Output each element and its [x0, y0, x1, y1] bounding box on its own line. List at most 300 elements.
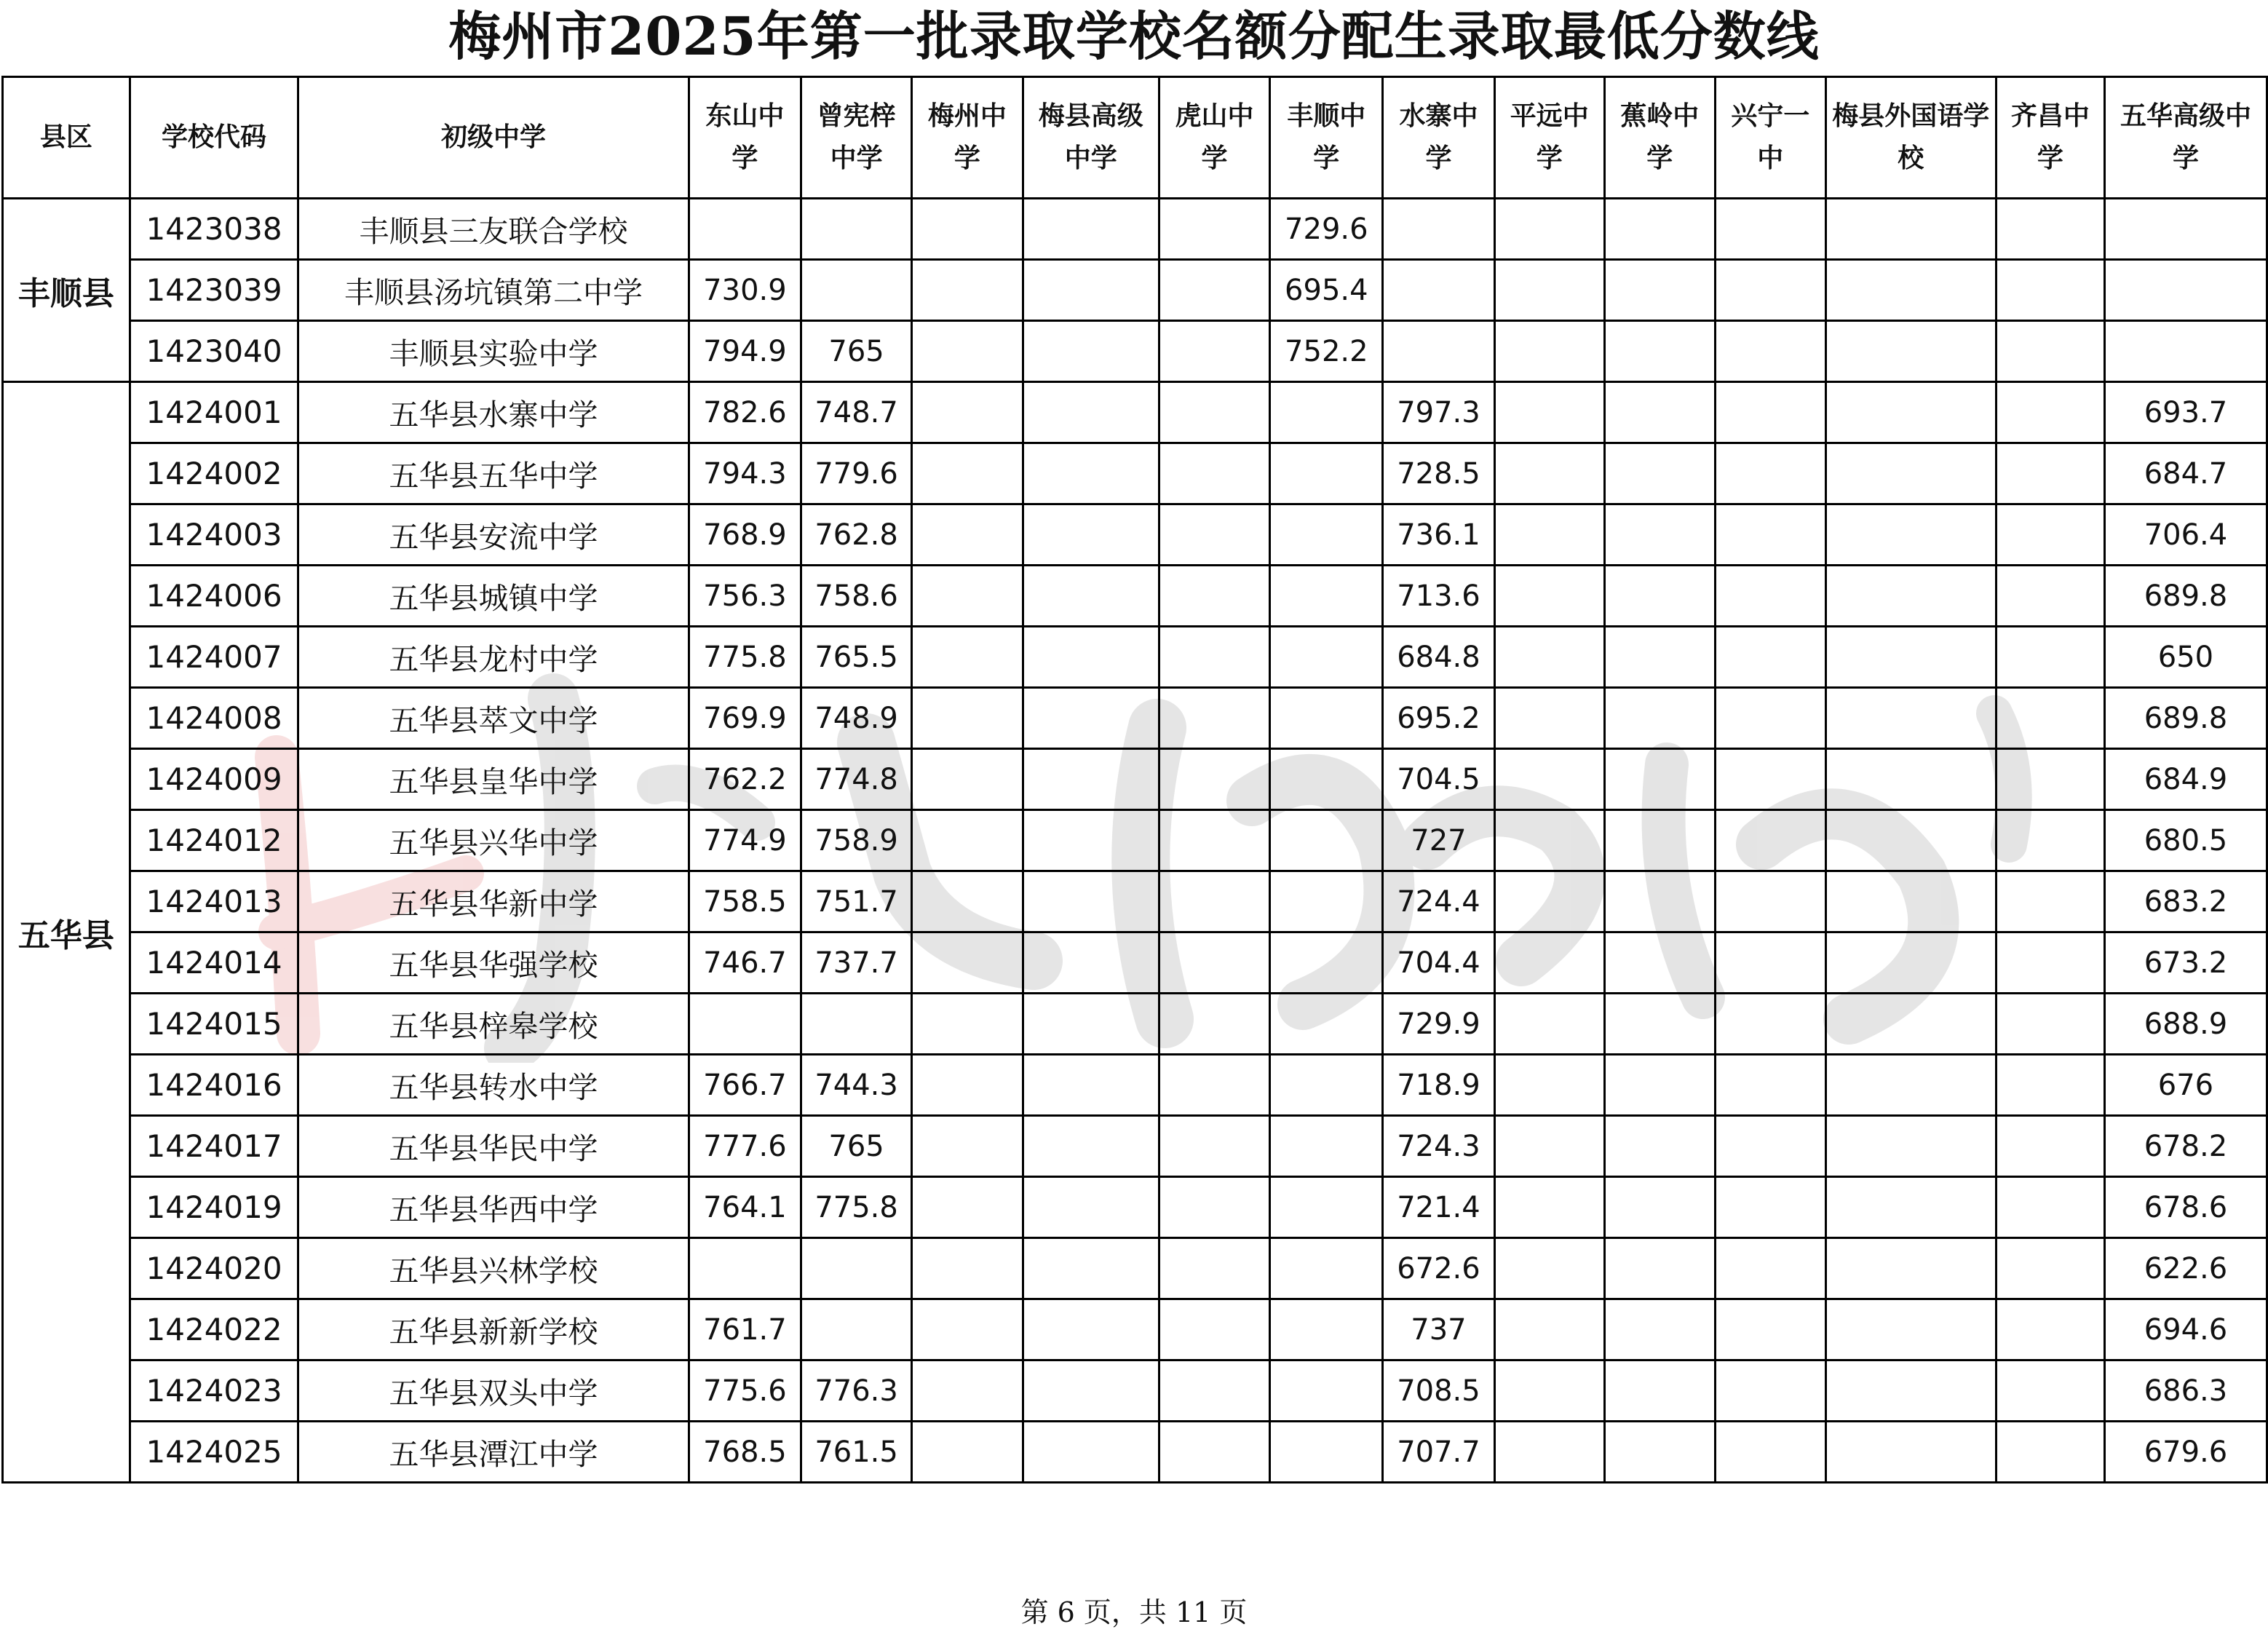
score-cell — [1604, 443, 1715, 504]
score-cell — [1715, 1177, 1825, 1238]
score-cell — [689, 994, 801, 1055]
score-cell — [1825, 871, 1996, 932]
score-cell — [1604, 627, 1715, 688]
school-name-cell: 五华县潭江中学 — [298, 1422, 689, 1483]
score-cell — [1023, 382, 1159, 443]
table-row — [3, 627, 2267, 688]
column-header: 水寨中学 — [1383, 77, 1495, 199]
score-cell — [1023, 504, 1159, 566]
score-cell — [1023, 199, 1159, 260]
score-cell: 776.3 — [801, 1360, 912, 1422]
school-code-cell: 1424020 — [130, 1238, 298, 1299]
score-cell — [1270, 1360, 1383, 1422]
score-cell — [1494, 260, 1604, 321]
score-cell — [1494, 1299, 1604, 1360]
score-cell — [1825, 688, 1996, 749]
score-cell: 751.7 — [801, 871, 912, 932]
score-cell — [1825, 749, 1996, 810]
school-name-cell: 五华县华西中学 — [298, 1177, 689, 1238]
table-row — [3, 321, 2267, 382]
score-cell — [1494, 1238, 1604, 1299]
table-row — [3, 1299, 2267, 1360]
score-cell — [1996, 1360, 2104, 1422]
school-code-cell: 1424022 — [130, 1299, 298, 1360]
school-name-cell: 五华县兴华中学 — [298, 810, 689, 871]
score-cell: 775.8 — [801, 1177, 912, 1238]
table-row — [3, 1055, 2267, 1116]
score-cell — [1604, 1299, 1715, 1360]
score-cell — [1159, 994, 1270, 1055]
score-cell — [1494, 504, 1604, 566]
score-cell — [801, 1238, 912, 1299]
score-cell — [1023, 321, 1159, 382]
school-name-cell: 五华县华民中学 — [298, 1116, 689, 1177]
table-row — [3, 1116, 2267, 1177]
score-cell — [1604, 1116, 1715, 1177]
score-cell — [1604, 1055, 1715, 1116]
score-cell: 729.9 — [1383, 994, 1495, 1055]
table-row — [3, 566, 2267, 627]
score-cell: 704.4 — [1383, 932, 1495, 994]
school-name-cell: 丰顺县实验中学 — [298, 321, 689, 382]
score-cell: 676 — [2104, 1055, 2267, 1116]
score-cell — [1270, 504, 1383, 566]
score-cell — [1023, 1299, 1159, 1360]
score-cell — [1159, 382, 1270, 443]
score-cell — [1715, 810, 1825, 871]
score-cell: 737.7 — [801, 932, 912, 994]
score-cell — [1604, 932, 1715, 994]
score-cell: 680.5 — [2104, 810, 2267, 871]
column-header: 东山中学 — [689, 77, 801, 199]
score-cell: 794.9 — [689, 321, 801, 382]
score-cell: 748.7 — [801, 382, 912, 443]
score-cell — [1494, 1360, 1604, 1422]
page-footer: 第 6 页，共 11 页 — [1020, 1596, 1248, 1628]
score-cell — [1159, 321, 1270, 382]
score-cell: 713.6 — [1383, 566, 1495, 627]
score-cell — [1604, 1360, 1715, 1422]
score-cell — [1715, 1055, 1825, 1116]
score-cell: 797.3 — [1383, 382, 1495, 443]
score-cell — [1715, 688, 1825, 749]
score-cell — [1494, 749, 1604, 810]
score-cell: 775.8 — [689, 627, 801, 688]
score-cell — [911, 1055, 1023, 1116]
school-code-cell: 1424019 — [130, 1177, 298, 1238]
score-cell — [1023, 749, 1159, 810]
school-name-cell: 五华县水寨中学 — [298, 382, 689, 443]
score-cell: 689.8 — [2104, 566, 2267, 627]
score-cell — [1996, 994, 2104, 1055]
school-code-cell: 1424023 — [130, 1360, 298, 1422]
score-cell: 708.5 — [1383, 1360, 1495, 1422]
column-header: 学校代码 — [130, 77, 298, 199]
score-cell — [1494, 199, 1604, 260]
score-cell — [1996, 871, 2104, 932]
score-cell — [1270, 810, 1383, 871]
score-cell — [1996, 443, 2104, 504]
column-header: 梅州中学 — [911, 77, 1023, 199]
score-cell — [1270, 1055, 1383, 1116]
score-table — [1, 76, 2268, 1484]
score-cell: 761.5 — [801, 1422, 912, 1483]
column-header: 五华高级中学 — [2104, 77, 2267, 199]
score-cell — [911, 1422, 1023, 1483]
column-header: 梅县高级中学 — [1023, 77, 1159, 199]
school-name-cell: 五华县萃文中学 — [298, 688, 689, 749]
score-cell: 721.4 — [1383, 1177, 1495, 1238]
table-row — [3, 688, 2267, 749]
table-row — [3, 443, 2267, 504]
school-name-cell: 五华县兴林学校 — [298, 1238, 689, 1299]
score-cell — [1023, 566, 1159, 627]
column-header: 初级中学 — [298, 77, 689, 199]
school-code-cell: 1424002 — [130, 443, 298, 504]
score-cell — [1825, 1360, 1996, 1422]
score-cell — [1996, 932, 2104, 994]
score-cell — [2104, 321, 2267, 382]
score-cell: 765 — [801, 321, 912, 382]
column-header: 梅县外国语学校 — [1825, 77, 1996, 199]
score-cell: 672.6 — [1383, 1238, 1495, 1299]
score-cell — [801, 199, 912, 260]
score-cell: 758.5 — [689, 871, 801, 932]
score-cell — [1996, 627, 2104, 688]
score-cell: 748.9 — [801, 688, 912, 749]
score-cell — [1383, 321, 1495, 382]
score-cell — [1159, 627, 1270, 688]
school-code-cell: 1424003 — [130, 504, 298, 566]
score-cell — [1825, 1116, 1996, 1177]
table-row — [3, 871, 2267, 932]
score-cell — [1159, 932, 1270, 994]
score-cell — [1604, 688, 1715, 749]
score-cell — [1023, 688, 1159, 749]
school-code-cell: 1424015 — [130, 994, 298, 1055]
score-cell: 694.6 — [2104, 1299, 2267, 1360]
score-cell — [1825, 1299, 1996, 1360]
school-code-cell: 1423039 — [130, 260, 298, 321]
score-cell — [689, 199, 801, 260]
score-cell — [1270, 1422, 1383, 1483]
score-cell: 650 — [2104, 627, 2267, 688]
score-cell — [1494, 627, 1604, 688]
score-cell — [1825, 994, 1996, 1055]
score-cell — [1494, 382, 1604, 443]
score-cell — [1715, 199, 1825, 260]
score-cell — [1996, 1422, 2104, 1483]
school-code-cell: 1424014 — [130, 932, 298, 994]
header-row — [3, 77, 2267, 199]
table-row — [3, 504, 2267, 566]
score-cell — [1023, 1360, 1159, 1422]
score-cell — [911, 382, 1023, 443]
score-cell — [1159, 1055, 1270, 1116]
score-cell — [1715, 1238, 1825, 1299]
score-cell: 768.5 — [689, 1422, 801, 1483]
score-cell — [1825, 627, 1996, 688]
score-cell — [1159, 810, 1270, 871]
score-cell — [1270, 443, 1383, 504]
score-cell — [2104, 260, 2267, 321]
score-cell — [1715, 566, 1825, 627]
score-cell: 689.8 — [2104, 688, 2267, 749]
score-cell: 622.6 — [2104, 1238, 2267, 1299]
score-cell — [1604, 810, 1715, 871]
score-cell — [1494, 443, 1604, 504]
score-cell: 730.9 — [689, 260, 801, 321]
score-cell — [1494, 810, 1604, 871]
score-cell: 774.8 — [801, 749, 912, 810]
score-cell — [1996, 382, 2104, 443]
score-cell — [1715, 1116, 1825, 1177]
score-cell — [1023, 260, 1159, 321]
table-row — [3, 199, 2267, 260]
score-cell — [1825, 810, 1996, 871]
score-cell — [1270, 1299, 1383, 1360]
score-cell: 686.3 — [2104, 1360, 2267, 1422]
score-cell — [1604, 566, 1715, 627]
school-code-cell: 1423038 — [130, 199, 298, 260]
column-header: 虎山中学 — [1159, 77, 1270, 199]
score-cell — [1270, 1238, 1383, 1299]
score-cell — [1159, 688, 1270, 749]
score-cell — [1825, 504, 1996, 566]
score-cell — [911, 199, 1023, 260]
score-cell — [1825, 1177, 1996, 1238]
school-code-cell: 1424006 — [130, 566, 298, 627]
table-row — [3, 1238, 2267, 1299]
score-cell — [1270, 871, 1383, 932]
score-cell — [1996, 688, 2104, 749]
score-cell — [1825, 1238, 1996, 1299]
score-cell — [1494, 1177, 1604, 1238]
score-cell — [1494, 688, 1604, 749]
score-cell: 678.6 — [2104, 1177, 2267, 1238]
school-code-cell: 1424012 — [130, 810, 298, 871]
score-cell — [689, 1238, 801, 1299]
school-name-cell: 五华县梓皋学校 — [298, 994, 689, 1055]
score-cell — [1996, 749, 2104, 810]
score-cell — [1715, 1360, 1825, 1422]
score-cell — [1270, 627, 1383, 688]
column-header: 蕉岭中学 — [1604, 77, 1715, 199]
score-cell: 704.5 — [1383, 749, 1495, 810]
score-cell: 765 — [801, 1116, 912, 1177]
score-cell — [1159, 1299, 1270, 1360]
score-cell — [1715, 627, 1825, 688]
score-cell — [1996, 321, 2104, 382]
column-header: 兴宁一中 — [1715, 77, 1825, 199]
school-name-cell: 五华县城镇中学 — [298, 566, 689, 627]
column-header: 齐昌中学 — [1996, 77, 2104, 199]
score-cell: 774.9 — [689, 810, 801, 871]
county-cell: 丰顺县 — [3, 199, 130, 382]
document-title: 梅州市2025年第一批录取学校名额分配生录取最低分数线 — [448, 5, 1820, 67]
score-cell — [1023, 1116, 1159, 1177]
score-cell — [1604, 260, 1715, 321]
score-cell — [1604, 749, 1715, 810]
score-cell: 758.6 — [801, 566, 912, 627]
score-cell — [1494, 994, 1604, 1055]
score-cell — [1023, 1055, 1159, 1116]
score-cell: 673.2 — [2104, 932, 2267, 994]
score-cell — [1270, 566, 1383, 627]
school-code-cell: 1424025 — [130, 1422, 298, 1483]
score-cell — [801, 260, 912, 321]
score-cell — [1996, 1116, 2104, 1177]
score-cell — [1715, 321, 1825, 382]
school-name-cell: 五华县新新学校 — [298, 1299, 689, 1360]
school-name-cell: 五华县双头中学 — [298, 1360, 689, 1422]
score-cell — [1715, 932, 1825, 994]
score-cell: 684.8 — [1383, 627, 1495, 688]
school-name-cell: 五华县转水中学 — [298, 1055, 689, 1116]
score-cell — [1825, 932, 1996, 994]
score-cell — [911, 1360, 1023, 1422]
score-cell — [911, 627, 1023, 688]
score-cell: 794.3 — [689, 443, 801, 504]
score-cell — [911, 260, 1023, 321]
score-cell: 769.9 — [689, 688, 801, 749]
score-cell — [1494, 1055, 1604, 1116]
score-cell: 758.9 — [801, 810, 912, 871]
score-cell — [1270, 932, 1383, 994]
score-cell: 706.4 — [2104, 504, 2267, 566]
school-code-cell: 1424009 — [130, 749, 298, 810]
score-cell — [1715, 871, 1825, 932]
score-cell — [1825, 382, 1996, 443]
score-cell — [1159, 1422, 1270, 1483]
score-cell — [2104, 199, 2267, 260]
column-header: 县区 — [3, 77, 130, 199]
score-cell — [1996, 504, 2104, 566]
score-cell — [1494, 871, 1604, 932]
school-name-cell: 五华县安流中学 — [298, 504, 689, 566]
score-cell — [1023, 1422, 1159, 1483]
score-cell: 761.7 — [689, 1299, 801, 1360]
score-cell — [911, 871, 1023, 932]
column-header: 曾宪梓中学 — [801, 77, 912, 199]
score-cell — [1715, 382, 1825, 443]
score-cell: 693.7 — [2104, 382, 2267, 443]
score-cell — [1270, 1116, 1383, 1177]
score-cell — [1494, 1116, 1604, 1177]
school-code-cell: 1423040 — [130, 321, 298, 382]
school-code-cell: 1424016 — [130, 1055, 298, 1116]
score-cell — [1023, 932, 1159, 994]
score-cell — [1604, 504, 1715, 566]
score-cell: 762.8 — [801, 504, 912, 566]
score-cell — [911, 1177, 1023, 1238]
score-cell — [1023, 810, 1159, 871]
score-cell — [1715, 749, 1825, 810]
score-cell — [911, 1116, 1023, 1177]
score-cell — [1494, 932, 1604, 994]
school-code-cell: 1424017 — [130, 1116, 298, 1177]
school-name-cell: 五华县皇华中学 — [298, 749, 689, 810]
score-cell — [911, 810, 1023, 871]
school-name-cell: 五华县五华中学 — [298, 443, 689, 504]
score-cell — [1604, 382, 1715, 443]
school-code-cell: 1424008 — [130, 688, 298, 749]
school-name-cell: 五华县华新中学 — [298, 871, 689, 932]
column-header: 平远中学 — [1494, 77, 1604, 199]
score-cell — [1270, 994, 1383, 1055]
score-cell — [1996, 260, 2104, 321]
score-cell: 746.7 — [689, 932, 801, 994]
score-cell — [1270, 749, 1383, 810]
score-cell — [1825, 199, 1996, 260]
column-header: 丰顺中学 — [1270, 77, 1383, 199]
score-cell — [1494, 566, 1604, 627]
score-cell — [911, 443, 1023, 504]
score-cell — [1159, 566, 1270, 627]
score-cell: 765.5 — [801, 627, 912, 688]
score-cell: 684.9 — [2104, 749, 2267, 810]
score-cell — [1604, 1238, 1715, 1299]
score-cell — [911, 688, 1023, 749]
school-name-cell: 五华县龙村中学 — [298, 627, 689, 688]
score-cell — [1159, 749, 1270, 810]
school-code-cell: 1424013 — [130, 871, 298, 932]
score-cell — [1996, 1177, 2104, 1238]
score-cell: 782.6 — [689, 382, 801, 443]
score-cell: 764.1 — [689, 1177, 801, 1238]
table-row — [3, 994, 2267, 1055]
score-cell — [1604, 199, 1715, 260]
score-cell — [911, 1299, 1023, 1360]
score-cell — [1159, 871, 1270, 932]
table-row — [3, 1177, 2267, 1238]
score-cell — [1494, 321, 1604, 382]
score-cell: 775.6 — [689, 1360, 801, 1422]
score-cell — [911, 504, 1023, 566]
score-cell — [1604, 871, 1715, 932]
score-cell — [911, 994, 1023, 1055]
score-cell — [1023, 1238, 1159, 1299]
score-cell — [1159, 1177, 1270, 1238]
score-cell: 724.3 — [1383, 1116, 1495, 1177]
score-cell — [1270, 382, 1383, 443]
table-row — [3, 382, 2267, 443]
score-cell — [1825, 1055, 1996, 1116]
score-cell — [1825, 260, 1996, 321]
score-cell — [1159, 1360, 1270, 1422]
score-cell: 683.2 — [2104, 871, 2267, 932]
score-cell — [1270, 688, 1383, 749]
school-name-cell: 丰顺县汤坑镇第二中学 — [298, 260, 689, 321]
table-row — [3, 1360, 2267, 1422]
score-cell — [911, 749, 1023, 810]
score-cell — [1159, 260, 1270, 321]
school-code-cell: 1424001 — [130, 382, 298, 443]
score-cell: 679.6 — [2104, 1422, 2267, 1483]
score-cell — [1604, 321, 1715, 382]
score-cell — [1023, 627, 1159, 688]
score-cell: 756.3 — [689, 566, 801, 627]
score-cell: 766.7 — [689, 1055, 801, 1116]
table-row — [3, 810, 2267, 871]
score-cell — [1996, 1299, 2104, 1360]
score-cell: 744.3 — [801, 1055, 912, 1116]
score-cell — [1996, 1055, 2104, 1116]
table-row — [3, 260, 2267, 321]
score-cell: 727 — [1383, 810, 1495, 871]
score-cell: 688.9 — [2104, 994, 2267, 1055]
score-cell: 728.5 — [1383, 443, 1495, 504]
